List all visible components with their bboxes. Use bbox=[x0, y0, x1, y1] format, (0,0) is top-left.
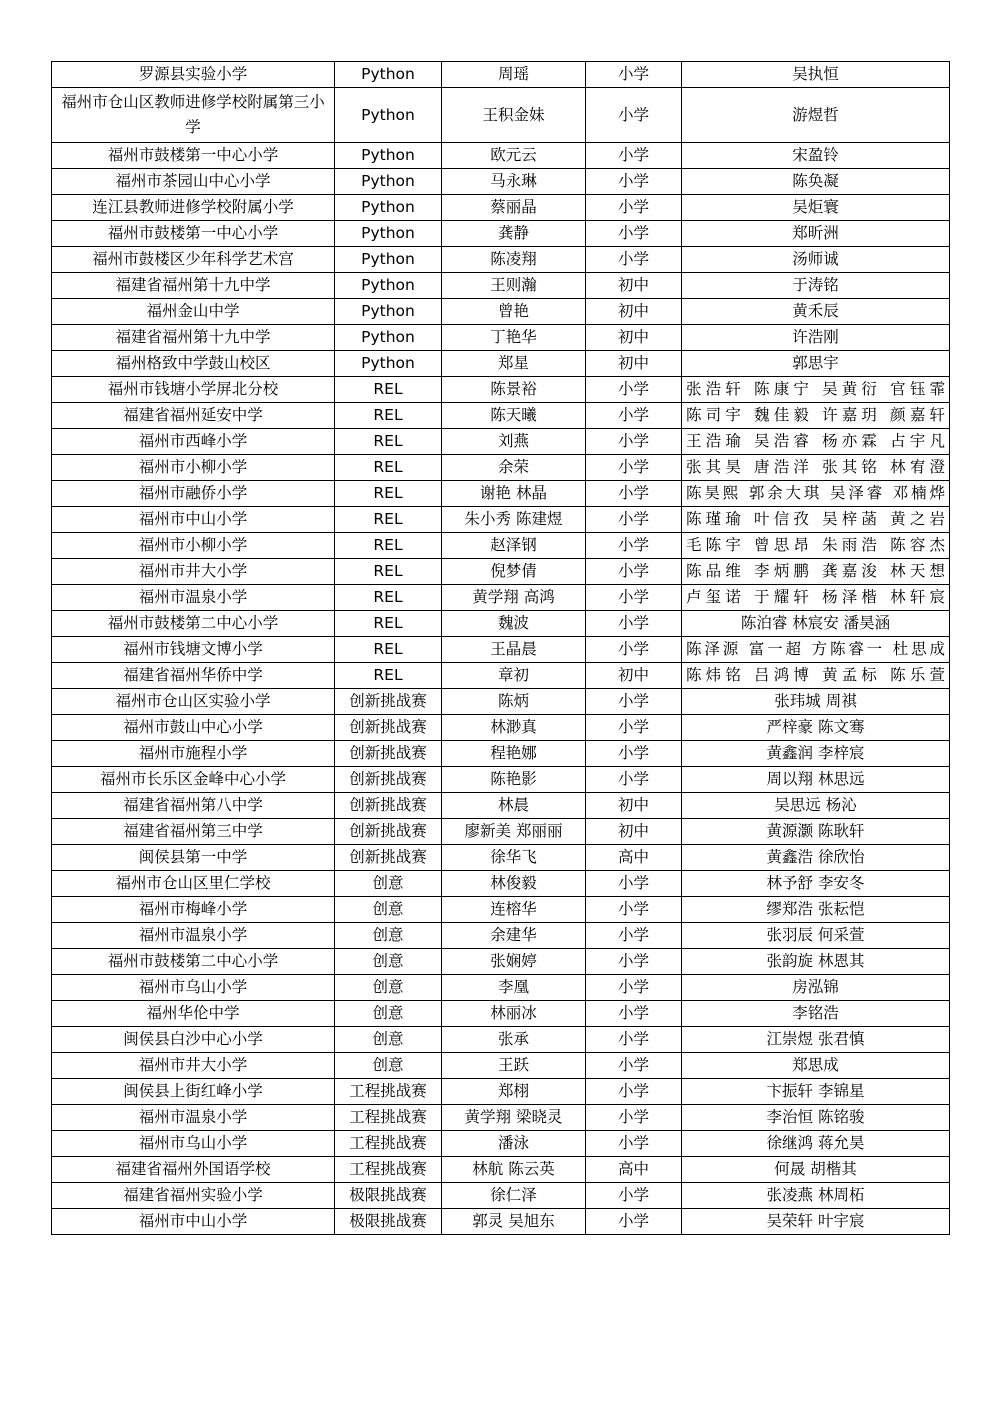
table-row bbox=[52, 559, 950, 585]
students-cell: 黄鑫润 李梓宸 bbox=[682, 741, 950, 767]
category-cell: REL bbox=[335, 403, 442, 429]
category-cell: REL bbox=[335, 637, 442, 663]
level-cell: 小学 bbox=[586, 533, 682, 559]
school-cell: 福州华伦中学 bbox=[52, 1001, 335, 1027]
school-cell: 福建省福州实验小学 bbox=[52, 1183, 335, 1209]
category-cell: REL bbox=[335, 429, 442, 455]
school-cell: 福州市仓山区教师进修学校附属第三小学 bbox=[52, 88, 335, 143]
category-cell: 创意 bbox=[335, 1027, 442, 1053]
category-cell: 创意 bbox=[335, 975, 442, 1001]
level-cell: 小学 bbox=[586, 897, 682, 923]
level-cell: 小学 bbox=[586, 88, 682, 143]
students-cell: 吴思远 杨沁 bbox=[682, 793, 950, 819]
category-cell: 极限挑战赛 bbox=[335, 1183, 442, 1209]
teacher-cell: 余荣 bbox=[442, 455, 586, 481]
teacher-cell: 连榕华 bbox=[442, 897, 586, 923]
students-cell: 张浩轩 陈康宁 吴黄衍 官钰霏 bbox=[682, 377, 950, 403]
level-cell: 小学 bbox=[586, 455, 682, 481]
level-cell: 小学 bbox=[586, 247, 682, 273]
table-row bbox=[52, 273, 950, 299]
school-cell: 福州市鼓山中心小学 bbox=[52, 715, 335, 741]
table-row bbox=[52, 1105, 950, 1131]
students-cell: 陈司宇 魏佳毅 许嘉玥 颜嘉轩 bbox=[682, 403, 950, 429]
category-cell: 工程挑战赛 bbox=[335, 1157, 442, 1183]
school-cell: 福州市中山小学 bbox=[52, 1209, 335, 1235]
level-cell: 小学 bbox=[586, 403, 682, 429]
students-cell: 黄源灏 陈耿轩 bbox=[682, 819, 950, 845]
level-cell: 小学 bbox=[586, 221, 682, 247]
teacher-cell: 章初 bbox=[442, 663, 586, 689]
teacher-cell: 程艳娜 bbox=[442, 741, 586, 767]
level-cell: 小学 bbox=[586, 767, 682, 793]
school-cell: 福州市井大小学 bbox=[52, 559, 335, 585]
level-cell: 小学 bbox=[586, 585, 682, 611]
table-row bbox=[52, 1079, 950, 1105]
category-cell: Python bbox=[335, 169, 442, 195]
teacher-cell: 潘泳 bbox=[442, 1131, 586, 1157]
category-cell: 创新挑战赛 bbox=[335, 793, 442, 819]
table-row bbox=[52, 455, 950, 481]
level-cell: 小学 bbox=[586, 1209, 682, 1235]
teacher-cell: 赵泽钢 bbox=[442, 533, 586, 559]
school-cell: 福州市乌山小学 bbox=[52, 1131, 335, 1157]
level-cell: 小学 bbox=[586, 169, 682, 195]
students-cell: 王浩瑜 吴浩睿 杨亦霖 占宇凡 bbox=[682, 429, 950, 455]
level-cell: 初中 bbox=[586, 819, 682, 845]
students-cell: 陈昊熙 郭余大琪 吴泽睿 邓楠烨 bbox=[682, 481, 950, 507]
school-cell: 福建省福州第三中学 bbox=[52, 819, 335, 845]
table-row bbox=[52, 62, 950, 88]
category-cell: 创新挑战赛 bbox=[335, 845, 442, 871]
teacher-cell: 张承 bbox=[442, 1027, 586, 1053]
category-cell: Python bbox=[335, 195, 442, 221]
teacher-cell: 王晶晨 bbox=[442, 637, 586, 663]
school-cell: 福州市梅峰小学 bbox=[52, 897, 335, 923]
teacher-cell: 王跃 bbox=[442, 1053, 586, 1079]
table-row bbox=[52, 299, 950, 325]
school-cell: 福州市西峰小学 bbox=[52, 429, 335, 455]
school-cell: 福州市温泉小学 bbox=[52, 1105, 335, 1131]
table-row bbox=[52, 741, 950, 767]
table-row bbox=[52, 325, 950, 351]
level-cell: 高中 bbox=[586, 1157, 682, 1183]
students-cell: 张玮城 周祺 bbox=[682, 689, 950, 715]
category-cell: REL bbox=[335, 533, 442, 559]
table-row bbox=[52, 1001, 950, 1027]
category-cell: Python bbox=[335, 351, 442, 377]
level-cell: 小学 bbox=[586, 1053, 682, 1079]
table-row bbox=[52, 169, 950, 195]
category-cell: 创意 bbox=[335, 871, 442, 897]
table-row bbox=[52, 351, 950, 377]
students-cell: 张其昊 唐浩洋 张其铭 林宥澄 bbox=[682, 455, 950, 481]
school-cell: 福州金山中学 bbox=[52, 299, 335, 325]
level-cell: 小学 bbox=[586, 1183, 682, 1209]
school-cell: 福州市乌山小学 bbox=[52, 975, 335, 1001]
level-cell: 小学 bbox=[586, 1027, 682, 1053]
category-cell: 创意 bbox=[335, 949, 442, 975]
teacher-cell: 余建华 bbox=[442, 923, 586, 949]
teacher-cell: 林渺真 bbox=[442, 715, 586, 741]
level-cell: 小学 bbox=[586, 637, 682, 663]
table-row bbox=[52, 975, 950, 1001]
school-cell: 福州市温泉小学 bbox=[52, 923, 335, 949]
table-row bbox=[52, 715, 950, 741]
students-cell: 黄鑫浩 徐欣怡 bbox=[682, 845, 950, 871]
table-row bbox=[52, 689, 950, 715]
level-cell: 初中 bbox=[586, 663, 682, 689]
school-cell: 福州市钱塘文博小学 bbox=[52, 637, 335, 663]
table-row bbox=[52, 871, 950, 897]
teacher-cell: 郭灵 吴旭东 bbox=[442, 1209, 586, 1235]
school-cell: 福州市鼓楼区少年科学艺术宫 bbox=[52, 247, 335, 273]
level-cell: 小学 bbox=[586, 975, 682, 1001]
category-cell: REL bbox=[335, 585, 442, 611]
students-cell: 周以翔 林思远 bbox=[682, 767, 950, 793]
category-cell: 创意 bbox=[335, 1053, 442, 1079]
level-cell: 小学 bbox=[586, 689, 682, 715]
teacher-cell: 黄学翔 梁晓灵 bbox=[442, 1105, 586, 1131]
level-cell: 小学 bbox=[586, 429, 682, 455]
table-row bbox=[52, 1209, 950, 1235]
table-row bbox=[52, 429, 950, 455]
students-cell: 缪郑浩 张耘恺 bbox=[682, 897, 950, 923]
category-cell: 创新挑战赛 bbox=[335, 741, 442, 767]
level-cell: 初中 bbox=[586, 325, 682, 351]
level-cell: 小学 bbox=[586, 62, 682, 88]
students-cell: 何晟 胡楷其 bbox=[682, 1157, 950, 1183]
school-cell: 福州市温泉小学 bbox=[52, 585, 335, 611]
students-cell: 林予舒 李安冬 bbox=[682, 871, 950, 897]
category-cell: Python bbox=[335, 143, 442, 169]
teacher-cell: 林俊毅 bbox=[442, 871, 586, 897]
students-cell: 陈炜铭 吕鸿博 黄孟标 陈乐萱 bbox=[682, 663, 950, 689]
teacher-cell: 林航 陈云英 bbox=[442, 1157, 586, 1183]
level-cell: 小学 bbox=[586, 481, 682, 507]
category-cell: 创新挑战赛 bbox=[335, 689, 442, 715]
students-cell: 吴荣轩 叶宇宸 bbox=[682, 1209, 950, 1235]
teacher-cell: 徐仁泽 bbox=[442, 1183, 586, 1209]
teacher-cell: 蔡丽晶 bbox=[442, 195, 586, 221]
level-cell: 初中 bbox=[586, 793, 682, 819]
students-cell: 汤师诚 bbox=[682, 247, 950, 273]
table-row bbox=[52, 585, 950, 611]
category-cell: Python bbox=[335, 299, 442, 325]
table-row bbox=[52, 403, 950, 429]
table-row bbox=[52, 195, 950, 221]
category-cell: REL bbox=[335, 377, 442, 403]
table-row bbox=[52, 88, 950, 143]
students-cell: 陈泽源 富一超 方陈睿一 杜思成 bbox=[682, 637, 950, 663]
teacher-cell: 龚静 bbox=[442, 221, 586, 247]
students-cell: 陈品维 李炳鹏 龚嘉浚 林天想 bbox=[682, 559, 950, 585]
teacher-cell: 黄学翔 高鸿 bbox=[442, 585, 586, 611]
school-cell: 福州市鼓楼第二中心小学 bbox=[52, 611, 335, 637]
level-cell: 初中 bbox=[586, 273, 682, 299]
students-cell: 江崇煜 张君慎 bbox=[682, 1027, 950, 1053]
category-cell: REL bbox=[335, 455, 442, 481]
school-cell: 福州市融侨小学 bbox=[52, 481, 335, 507]
school-cell: 福州市鼓楼第一中心小学 bbox=[52, 221, 335, 247]
category-cell: 创新挑战赛 bbox=[335, 767, 442, 793]
table-row bbox=[52, 1027, 950, 1053]
teacher-cell: 谢艳 林晶 bbox=[442, 481, 586, 507]
school-cell: 福州市小柳小学 bbox=[52, 533, 335, 559]
school-cell: 闽侯县上街红峰小学 bbox=[52, 1079, 335, 1105]
students-cell: 郑昕洲 bbox=[682, 221, 950, 247]
category-cell: Python bbox=[335, 88, 442, 143]
level-cell: 小学 bbox=[586, 611, 682, 637]
school-cell: 福建省福州外国语学校 bbox=[52, 1157, 335, 1183]
table-row bbox=[52, 221, 950, 247]
teacher-cell: 徐华飞 bbox=[442, 845, 586, 871]
students-cell: 吴炬寰 bbox=[682, 195, 950, 221]
category-cell: Python bbox=[335, 62, 442, 88]
school-cell: 福州市井大小学 bbox=[52, 1053, 335, 1079]
category-cell: 工程挑战赛 bbox=[335, 1131, 442, 1157]
students-cell: 陈奂凝 bbox=[682, 169, 950, 195]
teacher-cell: 陈凌翔 bbox=[442, 247, 586, 273]
school-cell: 福建省福州华侨中学 bbox=[52, 663, 335, 689]
students-cell: 吴执恒 bbox=[682, 62, 950, 88]
level-cell: 小学 bbox=[586, 1131, 682, 1157]
school-cell: 福州市钱塘小学屏北分校 bbox=[52, 377, 335, 403]
category-cell: 极限挑战赛 bbox=[335, 1209, 442, 1235]
level-cell: 初中 bbox=[586, 351, 682, 377]
students-cell: 徐继鸿 蒋允昊 bbox=[682, 1131, 950, 1157]
award-table bbox=[51, 61, 950, 1235]
table-row bbox=[52, 611, 950, 637]
students-cell: 张羽辰 何采萱 bbox=[682, 923, 950, 949]
students-cell: 许浩刚 bbox=[682, 325, 950, 351]
category-cell: REL bbox=[335, 507, 442, 533]
level-cell: 小学 bbox=[586, 949, 682, 975]
school-cell: 福州市仓山区里仁学校 bbox=[52, 871, 335, 897]
students-cell: 严梓豪 陈文骞 bbox=[682, 715, 950, 741]
table-row bbox=[52, 1131, 950, 1157]
table-row bbox=[52, 845, 950, 871]
category-cell: REL bbox=[335, 611, 442, 637]
category-cell: 工程挑战赛 bbox=[335, 1105, 442, 1131]
school-cell: 连江县教师进修学校附属小学 bbox=[52, 195, 335, 221]
teacher-cell: 陈天曦 bbox=[442, 403, 586, 429]
table-row bbox=[52, 1157, 950, 1183]
school-cell: 福建省福州延安中学 bbox=[52, 403, 335, 429]
students-cell: 卢玺诺 于耀轩 杨泽楷 林轩宸 bbox=[682, 585, 950, 611]
teacher-cell: 张娴婷 bbox=[442, 949, 586, 975]
level-cell: 小学 bbox=[586, 559, 682, 585]
teacher-cell: 王则瀚 bbox=[442, 273, 586, 299]
students-cell: 郑思成 bbox=[682, 1053, 950, 1079]
teacher-cell: 王积金妹 bbox=[442, 88, 586, 143]
teacher-cell: 欧元云 bbox=[442, 143, 586, 169]
category-cell: 创意 bbox=[335, 1001, 442, 1027]
students-cell: 宋盈铃 bbox=[682, 143, 950, 169]
level-cell: 小学 bbox=[586, 715, 682, 741]
students-cell: 张凌燕 林周柘 bbox=[682, 1183, 950, 1209]
teacher-cell: 丁艳华 bbox=[442, 325, 586, 351]
students-cell: 毛陈宇 曾思昂 朱雨浩 陈容杰 bbox=[682, 533, 950, 559]
students-cell: 李铭浩 bbox=[682, 1001, 950, 1027]
school-cell: 福州格致中学鼓山校区 bbox=[52, 351, 335, 377]
table-row bbox=[52, 819, 950, 845]
school-cell: 福州市茶园山中心小学 bbox=[52, 169, 335, 195]
level-cell: 小学 bbox=[586, 143, 682, 169]
teacher-cell: 刘燕 bbox=[442, 429, 586, 455]
table-row bbox=[52, 143, 950, 169]
level-cell: 小学 bbox=[586, 1001, 682, 1027]
category-cell: REL bbox=[335, 481, 442, 507]
category-cell: REL bbox=[335, 663, 442, 689]
table-row bbox=[52, 247, 950, 273]
category-cell: 创新挑战赛 bbox=[335, 819, 442, 845]
level-cell: 初中 bbox=[586, 299, 682, 325]
level-cell: 小学 bbox=[586, 871, 682, 897]
school-cell: 福州市长乐区金峰中心小学 bbox=[52, 767, 335, 793]
teacher-cell: 马永琳 bbox=[442, 169, 586, 195]
teacher-cell: 陈艳影 bbox=[442, 767, 586, 793]
category-cell: Python bbox=[335, 273, 442, 299]
teacher-cell: 郑栩 bbox=[442, 1079, 586, 1105]
table-row bbox=[52, 507, 950, 533]
students-cell: 于涛铭 bbox=[682, 273, 950, 299]
table-row bbox=[52, 793, 950, 819]
students-cell: 李治恒 陈铭骏 bbox=[682, 1105, 950, 1131]
teacher-cell: 李凰 bbox=[442, 975, 586, 1001]
teacher-cell: 林晨 bbox=[442, 793, 586, 819]
teacher-cell: 倪梦倩 bbox=[442, 559, 586, 585]
level-cell: 高中 bbox=[586, 845, 682, 871]
table-row bbox=[52, 949, 950, 975]
table-row bbox=[52, 1183, 950, 1209]
teacher-cell: 曾艳 bbox=[442, 299, 586, 325]
school-cell: 福州市鼓楼第二中心小学 bbox=[52, 949, 335, 975]
level-cell: 小学 bbox=[586, 923, 682, 949]
category-cell: Python bbox=[335, 221, 442, 247]
teacher-cell: 林丽冰 bbox=[442, 1001, 586, 1027]
table-row bbox=[52, 377, 950, 403]
table-row bbox=[52, 481, 950, 507]
table-row bbox=[52, 533, 950, 559]
category-cell: 创意 bbox=[335, 897, 442, 923]
level-cell: 小学 bbox=[586, 507, 682, 533]
students-cell: 陈瑾瑜 叶信孜 吴梓菡 黄之岩 bbox=[682, 507, 950, 533]
teacher-cell: 陈景裕 bbox=[442, 377, 586, 403]
teacher-cell: 郑星 bbox=[442, 351, 586, 377]
students-cell: 房泓锦 bbox=[682, 975, 950, 1001]
category-cell: 创新挑战赛 bbox=[335, 715, 442, 741]
table-row bbox=[52, 637, 950, 663]
students-cell: 游煜哲 bbox=[682, 88, 950, 143]
level-cell: 小学 bbox=[586, 377, 682, 403]
level-cell: 小学 bbox=[586, 741, 682, 767]
teacher-cell: 廖新美 郑丽丽 bbox=[442, 819, 586, 845]
award-table-body bbox=[52, 62, 950, 1235]
category-cell: REL bbox=[335, 559, 442, 585]
school-cell: 福州市小柳小学 bbox=[52, 455, 335, 481]
school-cell: 福州市施程小学 bbox=[52, 741, 335, 767]
teacher-cell: 陈炳 bbox=[442, 689, 586, 715]
school-cell: 闽侯县白沙中心小学 bbox=[52, 1027, 335, 1053]
category-cell: Python bbox=[335, 247, 442, 273]
students-cell: 张韵旋 林恩其 bbox=[682, 949, 950, 975]
students-cell: 郭思宇 bbox=[682, 351, 950, 377]
school-cell: 罗源县实验小学 bbox=[52, 62, 335, 88]
table-row bbox=[52, 663, 950, 689]
table-row bbox=[52, 1053, 950, 1079]
school-cell: 福建省福州第十九中学 bbox=[52, 325, 335, 351]
table-row bbox=[52, 767, 950, 793]
students-cell: 陈泊睿 林宸安 潘昊涵 bbox=[682, 611, 950, 637]
category-cell: 创意 bbox=[335, 923, 442, 949]
school-cell: 福州市中山小学 bbox=[52, 507, 335, 533]
category-cell: Python bbox=[335, 325, 442, 351]
table-row bbox=[52, 923, 950, 949]
school-cell: 福州市鼓楼第一中心小学 bbox=[52, 143, 335, 169]
category-cell: 工程挑战赛 bbox=[335, 1079, 442, 1105]
school-cell: 福州市仓山区实验小学 bbox=[52, 689, 335, 715]
students-cell: 黄禾辰 bbox=[682, 299, 950, 325]
school-cell: 福建省福州第十九中学 bbox=[52, 273, 335, 299]
table-row bbox=[52, 897, 950, 923]
teacher-cell: 周瑶 bbox=[442, 62, 586, 88]
teacher-cell: 朱小秀 陈建煜 bbox=[442, 507, 586, 533]
level-cell: 小学 bbox=[586, 1105, 682, 1131]
teacher-cell: 魏波 bbox=[442, 611, 586, 637]
school-cell: 闽侯县第一中学 bbox=[52, 845, 335, 871]
level-cell: 小学 bbox=[586, 1079, 682, 1105]
level-cell: 小学 bbox=[586, 195, 682, 221]
school-cell: 福建省福州第八中学 bbox=[52, 793, 335, 819]
students-cell: 卞振轩 李锦星 bbox=[682, 1079, 950, 1105]
